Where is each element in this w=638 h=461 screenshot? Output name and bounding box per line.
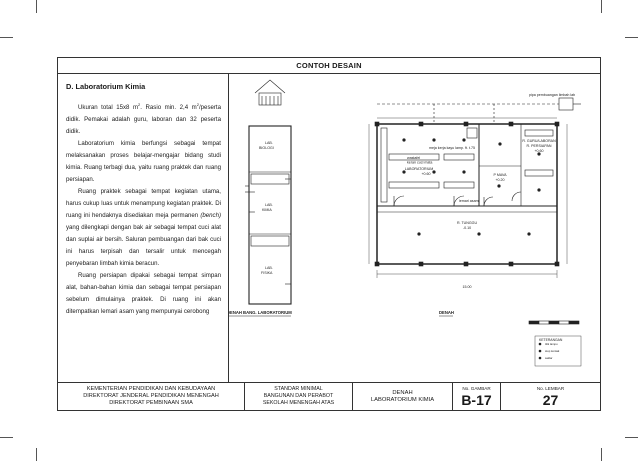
room-label: R. GURU/LABORAN R. PERSIAPAN +0.60 (522, 139, 556, 153)
crop-mark (36, 0, 37, 13)
org-line: DIREKTORAT JENDERAL PENDIDIKAN MENENGAH (83, 393, 219, 399)
drawing-area (229, 74, 600, 382)
drawing-number-label: No. GAMBAR (462, 386, 491, 391)
para-text: Ruang praktek sebagai tempat kegiatan utama, harus cukup luas untuk menampung kegiatan praktek. Di ruang ini hendaknya disediakan meja permanen (66, 188, 221, 220)
annotation-pipe: pipa pembuangan limbah lab (529, 93, 576, 97)
org-block (58, 383, 245, 410)
crop-mark (625, 37, 638, 38)
paragraph-function: Laboratorium kimia berfungsi sebagai tempat melaksanakan proses belajar-mengajar bidang studi kimia. Ruang terbagi dua, yaitu ruang praktek dan ruang persiapan. (66, 140, 221, 184)
annotation-wastafel: wastafel keran cuci mata (407, 156, 433, 165)
crop-mark (601, 448, 602, 461)
room-label: LABORATORIUM +0.60 (404, 167, 434, 176)
standard-block (245, 383, 353, 410)
std-line: STANDAR MINIMAL (274, 386, 323, 392)
std-line: SEKOLAH MENENGAH ATAS (262, 400, 335, 406)
building-elevation-icon (255, 80, 285, 105)
room-label: R. TUNGGU -0.10 (456, 221, 478, 230)
para-emphasis: (bench) (200, 212, 221, 220)
annotation-counter: meja kerja kayu lamp. ft. t.75 (429, 146, 475, 150)
sheet-number-label: No. LEMBAR (536, 386, 565, 391)
std-line: BANGUNAN DAN PERABOT (263, 393, 334, 399)
title-block (58, 382, 600, 410)
room-label: LAB. KIMIA (262, 203, 273, 212)
floor-plan-drawing (229, 74, 600, 382)
para-text: . Rasio min. 2,4 m (140, 104, 197, 112)
para-text: yang dilengkapi dengan bak air sebagai tempat cuci alat dan suplai air bersih. Saluran pembuangan dari bak cuci ini harus terpisah dan tersalir untuk mencegah penyebaran limbah kimia beracun. (66, 224, 221, 268)
lab-block-plan (245, 126, 291, 304)
paragraph-prep-room: Ruang persiapan dipakai sebagai tempat simpan alat, bahan-bahan kimia dan sebagai tempat persiapan sebelum dimulainya praktek. Di ruang ini akan ditempatkan lemari asam yang mempunyai cerobong (66, 272, 221, 316)
drawing-title-line: LABORATORIUM KIMIA (370, 396, 435, 403)
superscript: 2 (138, 102, 141, 107)
para-text: /peserta didik. Pemakai adalah guru, laboran dan 32 peserta didik. (66, 104, 221, 136)
sheet-number: 27 (542, 392, 559, 408)
drawing-number-block (453, 383, 501, 410)
description-column (58, 74, 229, 382)
sheet-number-block (501, 383, 600, 410)
room-label: LAB. FISIKA (261, 266, 273, 275)
legend-item: saklar (545, 356, 553, 360)
crop-mark (36, 448, 37, 461)
drawing-title-line: DENAH (392, 389, 413, 396)
drawing-title-block (353, 383, 453, 410)
drawing-number: B-17 (461, 392, 492, 408)
annotation-fume: lemari asam (459, 199, 479, 203)
crop-mark (601, 0, 602, 13)
paragraph-practice-room (66, 186, 221, 270)
paragraph-size (66, 99, 221, 138)
org-line: KEMENTERIAN PENDIDIKAN DAN KEBUDAYAAN (86, 386, 216, 392)
crop-mark (0, 437, 13, 438)
waste-tank (559, 98, 573, 110)
para-text: Ukuran total 15x8 m (78, 104, 139, 112)
legend-item: titik lampu (545, 342, 558, 346)
scale-bar (529, 321, 579, 324)
dimension-label: 15.00 (462, 285, 472, 289)
room-label: LAB. BIOLOGI (259, 141, 274, 150)
crop-mark (625, 437, 638, 438)
plan-caption: DENAH BANG. LABORATORIUM (229, 310, 292, 315)
plan-caption: DENAH (439, 310, 454, 315)
legend-title: KETERANGAN (539, 338, 563, 342)
superscript: 2 (196, 102, 199, 107)
room-label: P MAVA +0.20 (493, 173, 507, 182)
page-title: CONTOH DESAIN (58, 58, 600, 74)
crop-mark (0, 37, 13, 38)
drawing-sheet (57, 57, 601, 411)
section-heading: D. Laboratorium Kimia (66, 82, 146, 91)
legend-item: stop kontak (545, 349, 560, 353)
org-line: DIREKTORAT PEMBINAAN SMA (109, 400, 193, 406)
